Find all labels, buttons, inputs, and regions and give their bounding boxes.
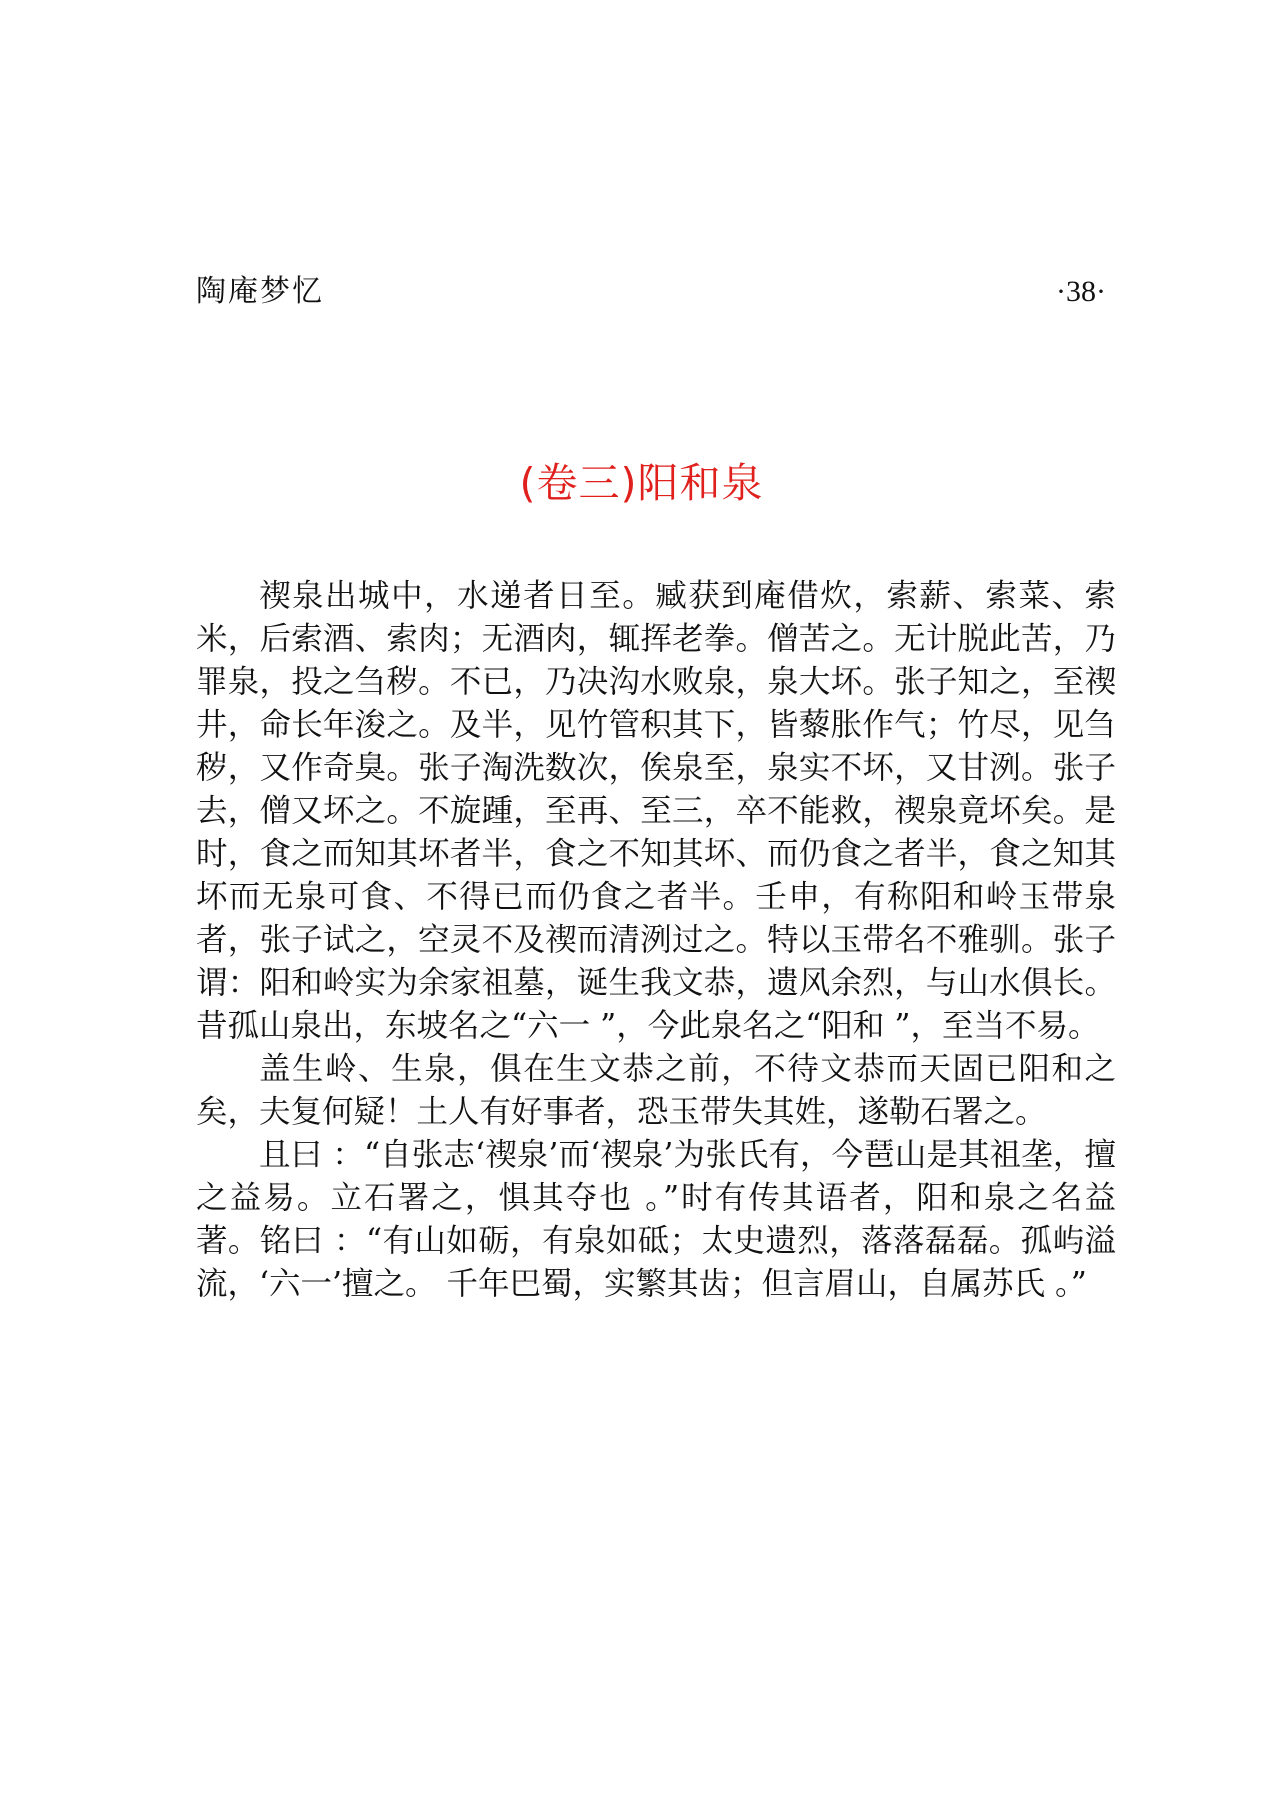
page-number: ·38·	[1056, 275, 1106, 308]
paragraph: 禊泉出城中，水递者日至。臧获到庵借炊，索薪、索菜、索米，后索酒、索肉；无酒肉，辄挥老拳。僧苦之。无计脱此苦，乃罪泉，投之刍秽。不已，乃决沟水败泉，泉大坏。张子知之，至禊井，命长年浚之。及半，见竹管积其下，皆藜胀作气；竹尽，见刍秽，又作奇臭。张子淘洗数次，俟泉至，泉实不坏，又甘洌。张子去，僧又坏之。不旋踵，至再、至三，卒不能救，禊泉竟坏矣。是时，食之而知其坏者半，食之不知其坏、而仍食之者半，食之知其坏而无泉可食、不得已而仍食之者半。壬申，有称阳和岭玉带泉者，张子试之，空灵不及禊而清洌过之。特以玉带名不雅驯。张子谓：阳和岭实为余家祖墓，诞生我文恭，遗风余烈，与山水俱长。昔孤山泉出，东坡名之“六一 ”，今此泉名之“阳和 ”，至当不易。	[196, 578, 1116, 1044]
paragraph: 且曰 ：“自张志‘禊泉’而‘禊泉’为张氏有，今琶山是其祖垄，擅之益易。立石署之，惧其夺也 。”时有传其语者，阳和泉之名益著。铭曰 ：“有山如砺，有泉如砥；太史遗烈，落落磊磊。孤屿溢流，‘六一’擅之。 千年巴蜀，实繁其齿；但言眉山，自属苏氏 。”	[196, 1137, 1116, 1302]
running-header	[196, 268, 1116, 316]
book-title: 陶庵梦忆	[196, 274, 324, 309]
chapter-title: (卷三)阳和泉	[519, 459, 764, 507]
paragraph: 盖生岭、生泉，俱在生文恭之前，不待文恭而天固已阳和之矣，夫复何疑！土人有好事者，恐玉带失其姓，遂勒石署之。	[196, 1051, 1116, 1130]
body-text	[196, 575, 1116, 1306]
